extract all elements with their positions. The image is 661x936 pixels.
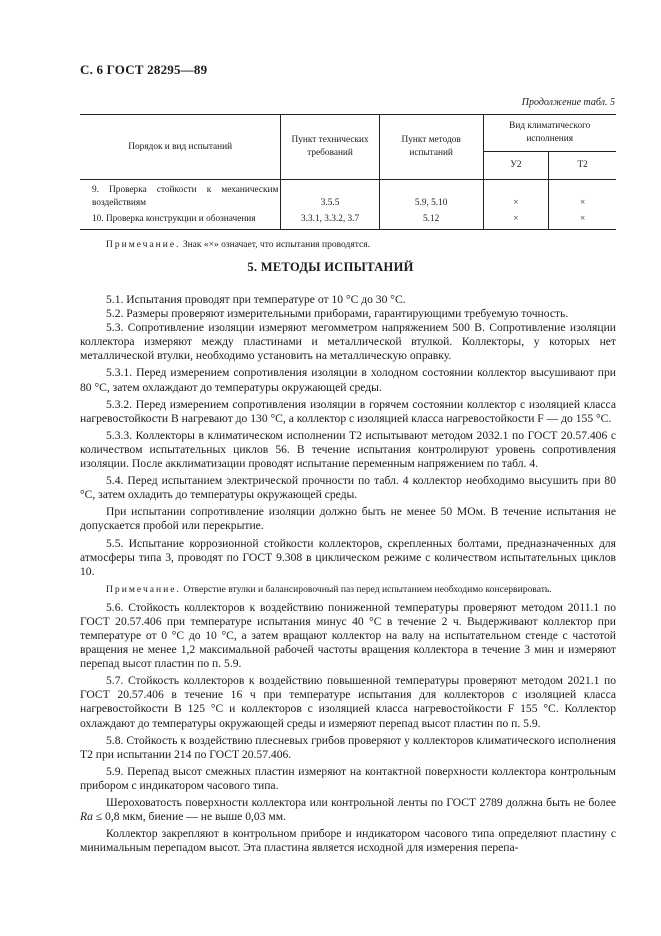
header-u2: У2 [483,152,549,180]
note-label: Примечание. [106,240,181,250]
roughness-symbol: Ra [80,810,93,824]
paragraph-5-2: 5.2. Размеры проверяют измерительными приборами, гарантирующими требуемую точность. [106,307,569,321]
row-test-method: 5.12 [379,210,483,230]
row-test-name: 10. Проверка конструкции и обозначения [80,210,281,230]
row-tech-req: 3.5.5 [281,180,379,211]
paragraph-5-3: 5.3. Сопротивление изоляции измеряют мегомметром напряжением 500 В. Сопротивление изоляции коллектора измеряют между пластинами и металлической втулкой. Коллекторы, у которых нет металлической втулки, необходимо установить на металлическую оправку. [80,321,616,363]
note-text: Отверстие втулки и балансировочный паз перед испытанием необходимо консервировать. [180,583,552,595]
paragraph-5-1: 5.1. Испытания проводят при температуре от 10 °С до 30 °С. [106,293,406,306]
table-row [80,180,616,211]
roughness-value: ≤ 0,8 мкм, биение — не выше 0,03 мм. [92,810,286,824]
table-row [80,210,616,230]
paragraph-5-8: 5.8. Стойкость к воздействию плесневых грибов проверяют у коллекторов климатического исполнения Т2 при испытании 214 по ГОСТ 20.57.406. [80,733,616,761]
row-u2-mark: × [483,180,549,211]
paragraph-5-6: 5.6. Стойкость коллекторов к воздействию пониженной температуры проверяют методом 2011.1 по ГОСТ 20.57.406 при температуре испытания минус 40 °С в течение 2 ч. Выдерживают коллектор при температуре от 0 °С до 10 °С, а затем вращают коллектор на валу на испытательном стенде с частотой вращения не менее 1,2 максимальной рабочей частоты вращения коллектора в течение 3 мин и измеряют перепад высот пластин по п. 5.9. [80,600,616,671]
paragraph-5-7: 5.7. Стойкость коллекторов к воздействию повышенной температуры проверяют методом 2021.1 по ГОСТ 20.57.406 в течение 16 ч при температуре испытания для коллекторов с изоляцией класса нагревостойкости В 125 °С и коллекторов с изоляцией класса нагревостойкости F 155 °С. Коллектор охлаждают до температуры окружающей среды и измеряют перепад высот пластин по п. 5.9. [80,674,616,730]
table-note [106,240,370,250]
table-header-row [80,115,616,152]
paragraph-5-4: 5.4. Перед испытанием электрической прочности по табл. 4 коллектор необходимо высушить при 80 °С, затем охладить до температуры окружающей среды. [80,474,616,502]
paragraph-5-9c: Коллектор закрепляют в контрольном приборе и индикатором часового типа определяют пластину с минимальным перепадом высот. Эта пластина является исходной для измерения перепа- [80,827,616,855]
paragraph-5-5: 5.5. Испытание коррозионной стойкости коллекторов, скрепленных болтами, предназначенных для атмосферы типа 3, проводят по ГОСТ 9.308 в циклическом режиме с количеством испытательных циклов 10. [80,536,616,578]
note-text: Знак «×» означает, что испытания проводятся. [180,240,370,250]
row-t2-mark: × [549,180,616,211]
header-test-order: Порядок и вид испытаний [80,115,281,180]
row-u2-mark: × [483,210,549,230]
header-tech-requirements: Пункт технических требований [281,115,379,180]
page-header: С. 6 ГОСТ 28295—89 [80,62,208,77]
row-test-method: 5.9, 5.10 [379,180,483,211]
paragraph-5-3-1: 5.3.1. Перед измерением сопротивления изоляции в холодном состоянии коллектор высушивают при 80 °С, затем охлаждают до температуры окружающей среды. [80,366,616,394]
header-t2: Т2 [549,152,616,180]
paragraph-5-9: 5.9. Перепад высот смежных пластин измеряют на контактной поверхности коллектора контрольным прибором с индикатором часового типа. [80,764,616,792]
test-table [80,114,616,230]
header-test-methods: Пункт методов испытаний [379,115,483,180]
section-title: 5. МЕТОДЫ ИСПЫТАНИЙ [247,260,414,274]
note-label: Примечание. [106,583,181,595]
note-5-5 [80,583,616,596]
section-body [80,293,616,855]
paragraph-5-4b: При испытании сопротивление изоляции должно быть не менее 50 МОм. В течение испытания не допускается пробой или перекрытие. [80,505,616,533]
table-continuation-label: Продолжение табл. 5 [521,97,615,108]
paragraph-5-3-3: 5.3.3. Коллекторы в климатическом исполнении Т2 испытывают методом 2032.1 по ГОСТ 20.57.406 с количеством испытательных циклов 56. В течение испытания контролируют уровень сопротивления изоляции. После акклиматизации проводят испытание переменным напряжением по табл. 4. [80,428,616,471]
roughness-text: Шероховатость поверхности коллектора или контрольной ленты по ГОСТ 2789 должна быть не более [106,796,616,809]
paragraph-5-9b [80,796,616,824]
row-test-name: 9. Проверка стойкости к механическим воздействиям [92,185,279,208]
paragraph-5-3-2: 5.3.2. Перед измерением сопротивления изоляции в горячем состоянии коллектор с изоляцией класса нагревостойкости В нагревают до 130 °С, а коллектор с изоляцией класса нагревостойкости F — до 155 °С. [80,397,616,425]
row-t2-mark: × [549,210,616,230]
row-tech-req: 3.3.1, 3.3.2, 3.7 [281,210,379,230]
header-climate-version: Вид климатического исполнения [483,115,616,152]
